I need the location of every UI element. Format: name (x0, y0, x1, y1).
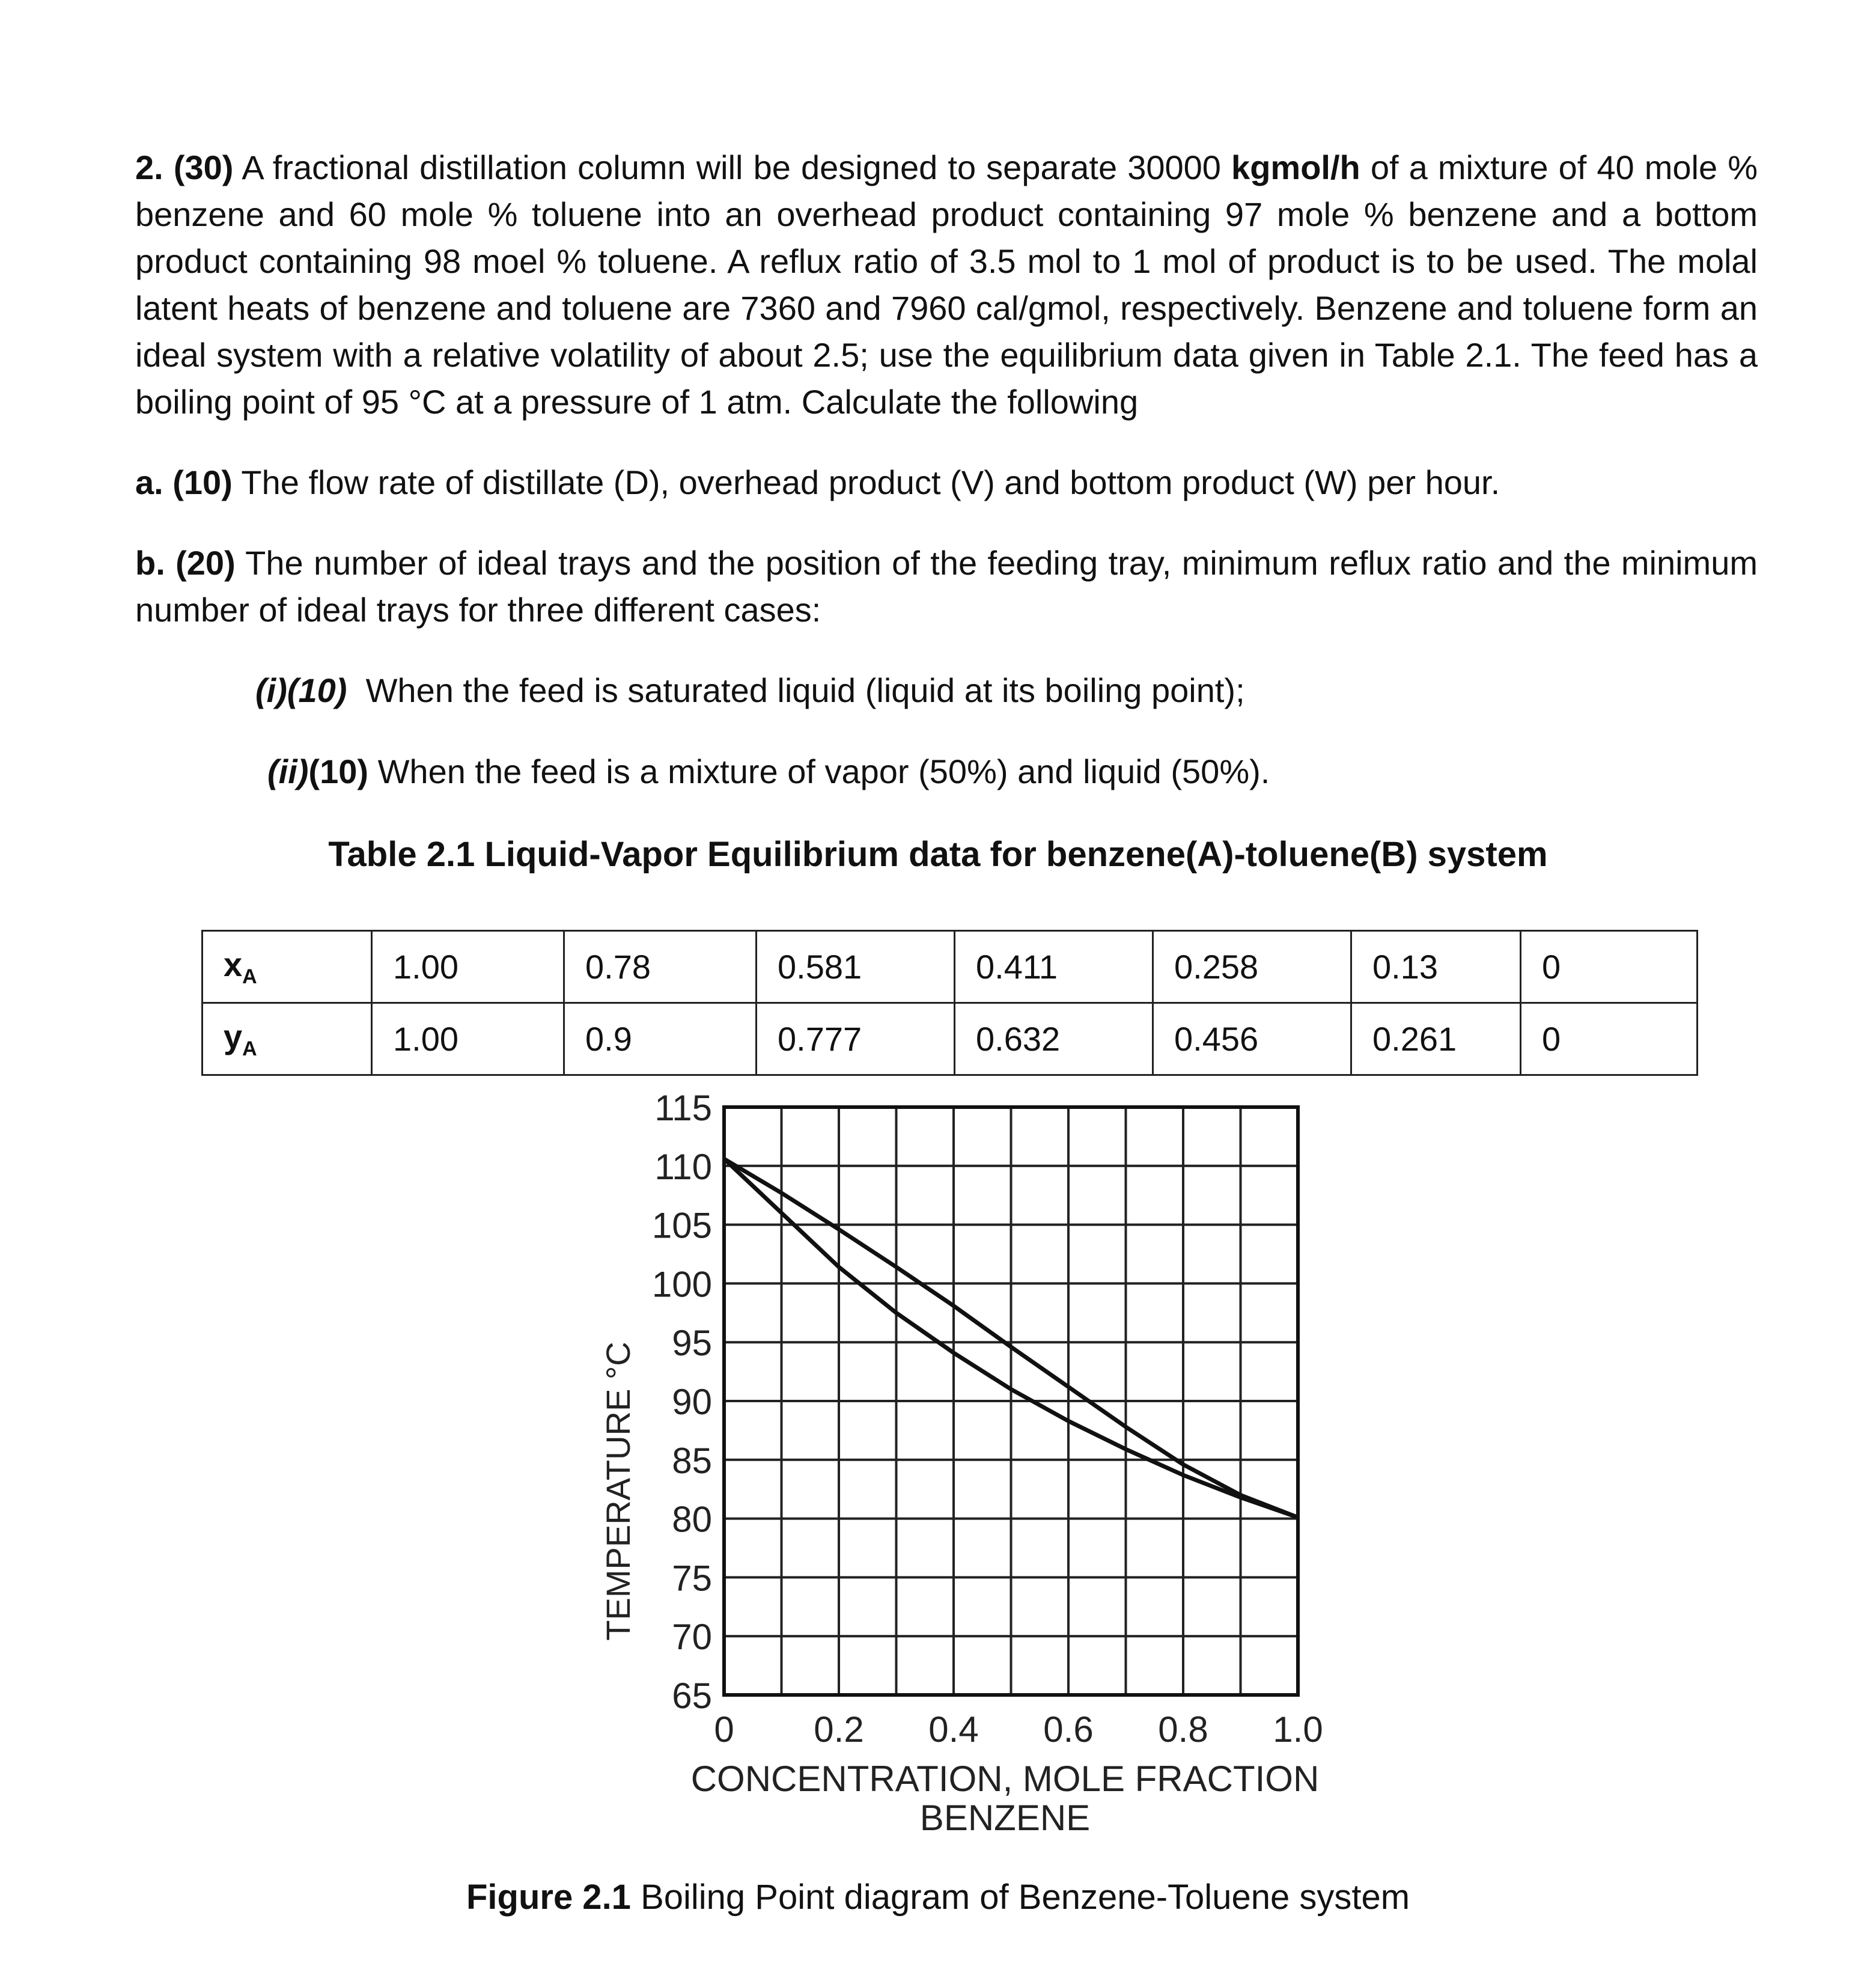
y-tick-label: 80 (672, 1499, 712, 1540)
y-axis-label: TEMPERATURE °C (599, 1342, 637, 1641)
y-tick-label: 95 (672, 1323, 712, 1364)
x-tick-label: 0 (714, 1709, 734, 1750)
part-b-text: The number of ideal trays and the position of the feeding tray, minimum reflux ratio and the minimum number of ideal trays for three different cases: (135, 544, 1758, 629)
part-b-label: b. (20) (135, 544, 236, 582)
problem-text-2: of a mixture of 40 mole % benzene and 60 mole % toluene into an overhead product containing 97 mole % benzene and a bottom product containing 98 moel % toluene. A reflux ratio of 3.5 mol to 1 mol of product is to be used. The molal latent heats of benzene and toluene are 7360 and 7960 cal/gmol, respectively. Benzene and toluene form an ideal system with a relative volatility of about 2.5; use the equilibrium data given in Table 2.1. The feed has a boiling point of 95 °C at a pressure of 1 atm. Calculate the following (135, 148, 1758, 421)
y-tick-label: 70 (672, 1617, 712, 1658)
problem-points: (30) (173, 148, 234, 186)
case-2-roman: (ii) (267, 752, 309, 790)
y-tick-label: 65 (672, 1676, 712, 1716)
row-header-y: $y_A$ (203, 1003, 372, 1075)
cell-x-5: 0.258 (1153, 931, 1351, 1003)
problem-text-1: A fractional distillation column will be designed to separate 30000 (242, 148, 1221, 186)
case-2-points: (10) (308, 752, 369, 790)
y-tick-label: 75 (672, 1558, 712, 1599)
flow-unit: kgmol/h (1231, 148, 1360, 186)
x-tick-label: 0.4 (928, 1709, 979, 1750)
cell-y-2: 0.9 (564, 1003, 757, 1075)
case-2-text: When the feed is a mixture of vapor (50%) and liquid (50%). (377, 752, 1270, 790)
y-tick-label: 105 (651, 1205, 712, 1246)
cell-y-1: 1.00 (372, 1003, 564, 1075)
case-1-roman: (i) (255, 671, 287, 709)
x-tick-label: 0.6 (1043, 1709, 1094, 1750)
row-header-x: $x_A$ (203, 931, 372, 1003)
y-tick-label: 100 (651, 1264, 712, 1305)
cell-y-5: 0.456 (1153, 1003, 1351, 1075)
cell-x-3: 0.581 (757, 931, 955, 1003)
cell-x-1: 1.00 (372, 931, 564, 1003)
x-tick-label: 0.2 (814, 1709, 864, 1750)
part-a-text: The flow rate of distillate (D), overhead product (V) and bottom product (W) per hour. (241, 463, 1500, 501)
cell-y-4: 0.632 (955, 1003, 1153, 1075)
figure-caption-text: Boiling Point diagram of Benzene-Toluene system (641, 1878, 1410, 1917)
cell-x-7: 0 (1521, 931, 1698, 1003)
cell-y-3: 0.777 (757, 1003, 955, 1075)
x-axis-label: CONCENTRATION, MOLE FRACTION (690, 1759, 1320, 1799)
part-a-label: a. (10) (135, 463, 233, 501)
problem-number: 2. (135, 148, 163, 186)
figure-label: Figure 2.1 (466, 1878, 631, 1917)
cell-x-6: 0.13 (1351, 931, 1521, 1003)
cell-y-7: 0 (1521, 1003, 1698, 1075)
y-tick-label: 90 (672, 1382, 712, 1422)
y-tick-label: 85 (672, 1440, 712, 1481)
table-caption: Table 2.1 Liquid-Vapor Equilibrium data for benzene(A)-toluene(B) system (328, 835, 1548, 874)
case-1-text: When the feed is saturated liquid (liquid at its boiling point); (365, 671, 1245, 709)
case-1-points: (10) (287, 671, 347, 709)
figure-caption (0, 1874, 1876, 1921)
cell-y-6: 0.261 (1351, 1003, 1521, 1075)
cell-x-4: 0.411 (955, 931, 1153, 1003)
x-axis-label-line2: BENZENE (919, 1798, 1091, 1838)
y-tick-label: 110 (654, 1146, 712, 1187)
x-tick-label: 0.8 (1158, 1709, 1208, 1750)
cell-x-2: 0.78 (564, 931, 757, 1003)
x-tick-label: 1.0 (1273, 1709, 1323, 1750)
y-tick-label: 115 (654, 1088, 712, 1128)
